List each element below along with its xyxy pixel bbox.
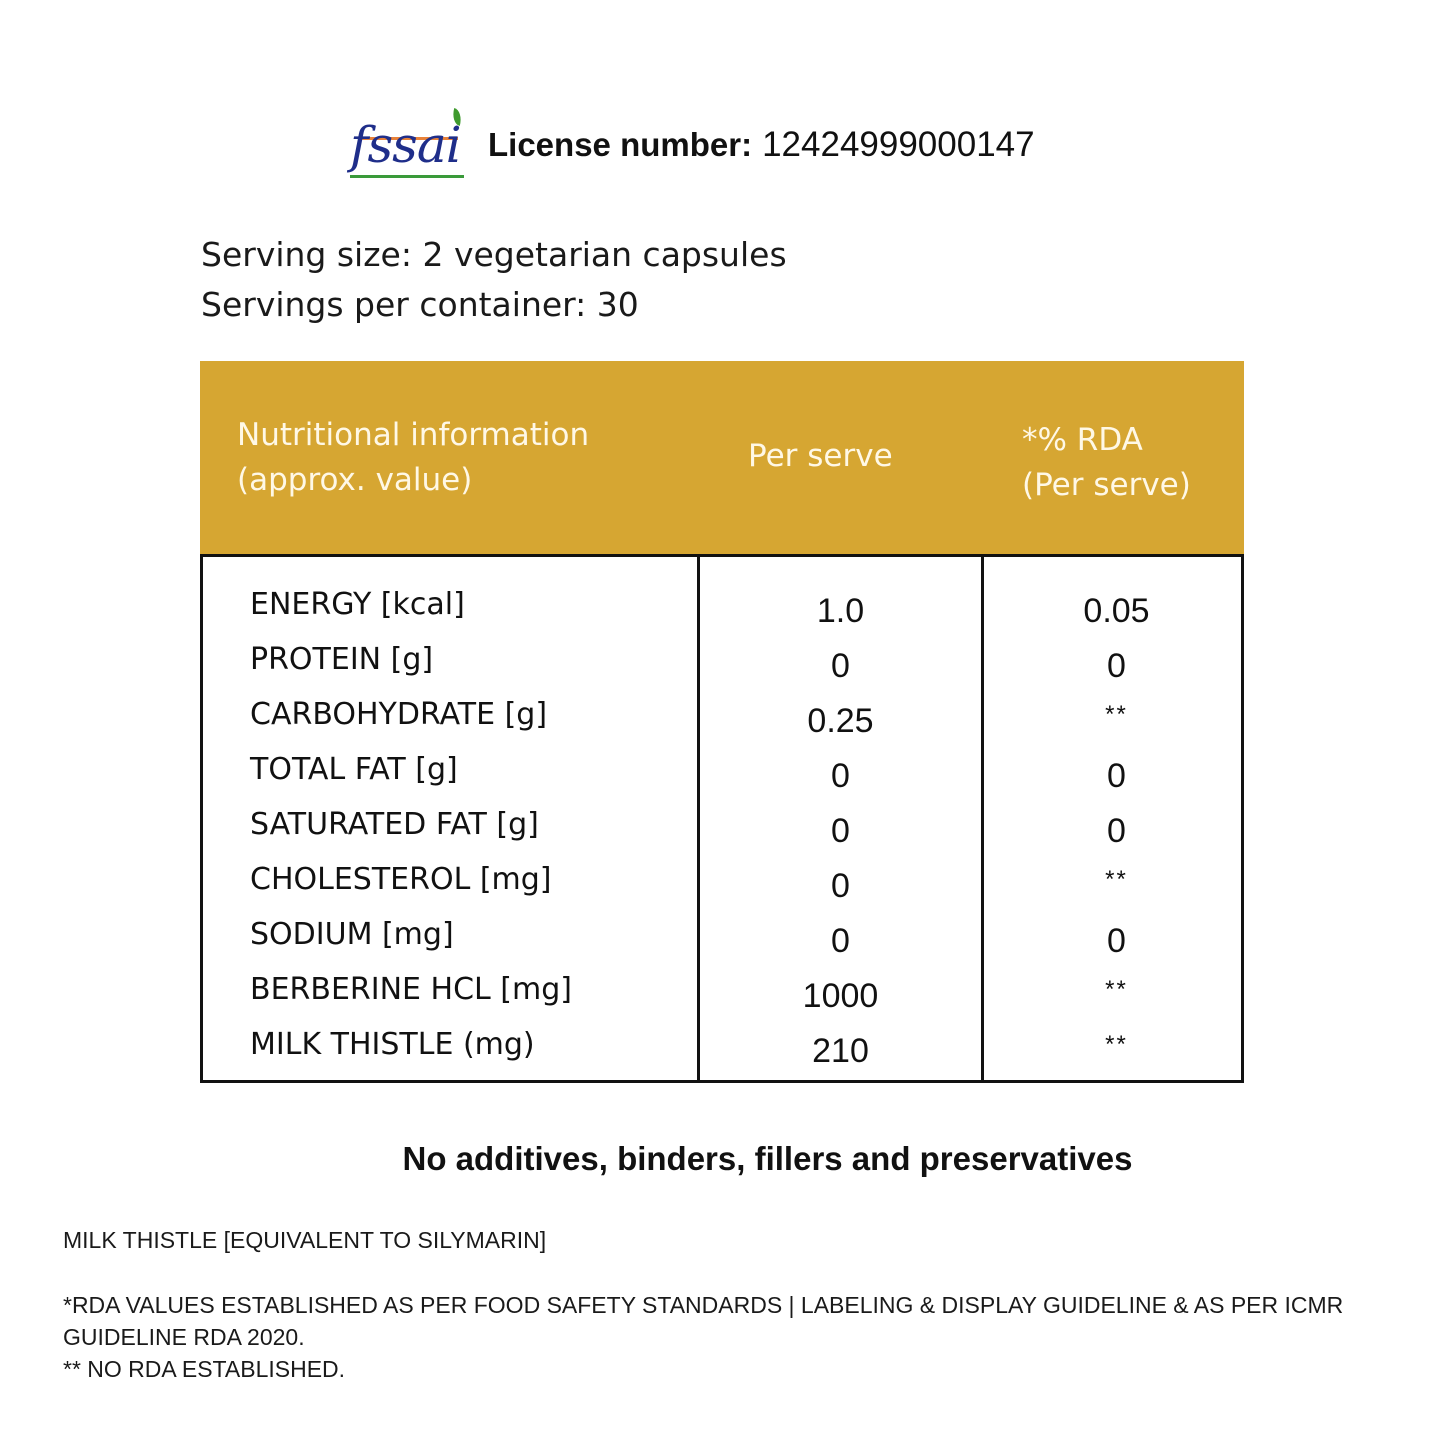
- table-row: [203, 695, 1241, 750]
- table-row: [203, 1025, 1241, 1080]
- rda-value: 0: [1107, 922, 1126, 960]
- rda-value: 0: [1107, 812, 1126, 850]
- per-serve-value: 0: [831, 922, 850, 960]
- nutrition-table: [200, 361, 1244, 1083]
- footnote-spacer: [63, 1256, 1423, 1289]
- nutrient-name: SATURATED FAT [g]: [250, 807, 539, 842]
- rda-value: 0: [1107, 647, 1126, 685]
- rda-value: **: [1105, 976, 1128, 1003]
- logo-green-bar: [350, 175, 464, 178]
- footnote-no-rda: ** NO RDA ESTABLISHED.: [63, 1356, 346, 1382]
- rda-value: **: [1105, 701, 1128, 728]
- rda-value: **: [1105, 866, 1128, 893]
- nutrient-name: SODIUM [mg]: [250, 917, 454, 952]
- table-row: [203, 970, 1241, 1025]
- license-number: 12424999000147: [762, 125, 1035, 164]
- table-row: [203, 640, 1241, 695]
- nutrient-name: CHOLESTEROL [mg]: [250, 862, 552, 897]
- servings-per-container: Servings per container: 30: [201, 285, 639, 324]
- header-nutrient: [237, 413, 589, 503]
- per-serve-value: 0: [831, 647, 850, 685]
- table-rows: [203, 585, 1241, 1080]
- table-row: [203, 860, 1241, 915]
- table-header: [200, 361, 1244, 554]
- rda-value: **: [1105, 1031, 1128, 1058]
- per-serve-value: 210: [812, 1032, 869, 1070]
- table-row: [203, 750, 1241, 805]
- nutrient-name: TOTAL FAT [g]: [250, 752, 458, 787]
- table-row: [203, 585, 1241, 640]
- per-serve-value: 0: [831, 812, 850, 850]
- table-row: [203, 915, 1241, 970]
- footnote-milk-thistle: MILK THISTLE [EQUIVALENT TO SILYMARIN]: [63, 1227, 547, 1253]
- rda-value: 0.05: [1083, 592, 1150, 630]
- license-row: [344, 105, 1035, 185]
- fssai-logo-icon: [344, 107, 468, 183]
- per-serve-value: 1000: [802, 977, 879, 1015]
- nutrient-name: PROTEIN [g]: [250, 642, 434, 677]
- header-nutrient-line1: Nutritional information: [237, 417, 590, 453]
- header-nutrient-line2: (approx. value): [237, 462, 473, 498]
- per-serve-value: 0.25: [807, 702, 874, 740]
- header-per-serve: Per serve: [748, 438, 893, 474]
- table-row: [203, 805, 1241, 860]
- footnote-rda-line2: GUIDELINE RDA 2020.: [63, 1324, 305, 1350]
- footnotes: [63, 1224, 1423, 1385]
- header-rda: [1022, 418, 1191, 508]
- no-additives-claim: No additives, binders, fillers and preservatives: [402, 1140, 1133, 1177]
- nutrient-name: ENERGY [kcal]: [250, 587, 465, 622]
- per-serve-value: 0: [831, 757, 850, 795]
- serving-size: Serving size: 2 vegetarian capsules: [201, 235, 787, 274]
- fssai-logo-text: fssai: [350, 116, 461, 174]
- header-rda-line1: *% RDA: [1022, 422, 1143, 458]
- footnote-rda-line1: *RDA VALUES ESTABLISHED AS PER FOOD SAFETY STANDARDS | LABELING & DISPLAY GUIDELINE & AS PER ICMR: [63, 1292, 1344, 1318]
- nutrient-name: BERBERINE HCL [mg]: [250, 972, 572, 1007]
- per-serve-value: 1.0: [816, 592, 865, 630]
- serving-info: [201, 230, 787, 330]
- header-rda-line2: (Per serve): [1022, 467, 1191, 503]
- per-serve-value: 0: [831, 867, 850, 905]
- nutrient-name: MILK THISTLE (mg): [250, 1027, 535, 1062]
- rda-value: 0: [1107, 757, 1126, 795]
- nutrient-name: CARBOHYDRATE [g]: [250, 697, 548, 732]
- table-body: [200, 554, 1244, 1083]
- license-label: License number:: [488, 126, 753, 163]
